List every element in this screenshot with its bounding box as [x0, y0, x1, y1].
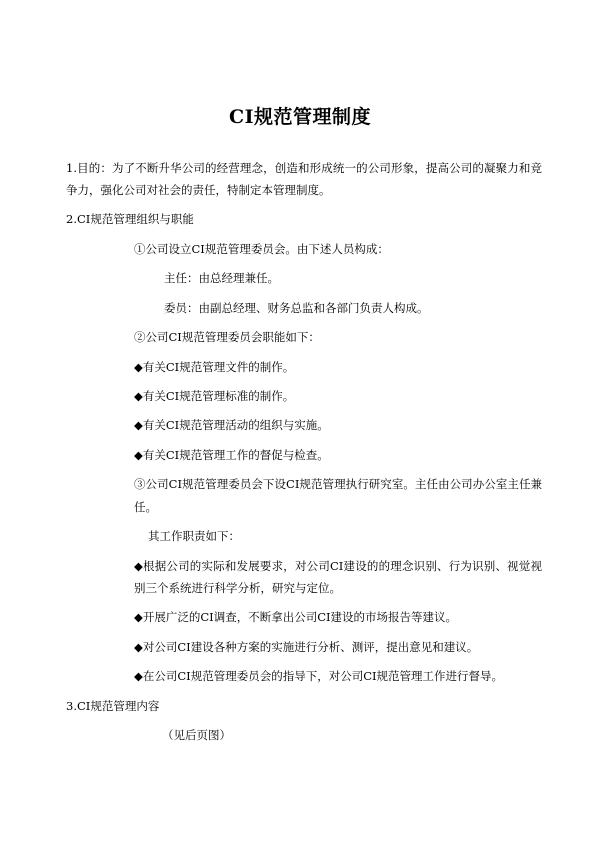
paragraph-item-2: [58, 208, 542, 230]
bullet-text: 对公司CI建设各种方案的实施进行分析、测评，提出意见和建议。: [142, 639, 479, 654]
paragraph-note: （见后页图）: [162, 728, 231, 743]
bullet-text: 有关CI规范管理文件的制作。: [142, 359, 295, 374]
bullet-item-2: [58, 385, 542, 407]
bullet-item-5: [58, 555, 542, 600]
list-marker: 2.: [66, 212, 77, 227]
document-body: [58, 157, 542, 747]
bullet-item-4: [58, 444, 542, 466]
bullet-text: 在公司CI规范管理委员会的指导下，对公司CI规范管理工作进行督导。: [142, 669, 504, 684]
bullet-text: 有关CI规范管理工作的督促与检查。: [142, 447, 329, 462]
paragraph-circled-1: ①公司设立CI规范管理委员会。由下述人员构成：: [134, 241, 389, 256]
list-marker: 1.: [66, 160, 77, 175]
paragraph-circled-3: ③公司CI规范管理委员会下设CI规范管理执行研究室。主任由公司办公室主任兼任。: [134, 477, 542, 514]
bullet-item-1: [58, 356, 542, 378]
paragraph-item-1: [58, 157, 542, 202]
paragraph-role-members: 委员：由副总经理、财务总监和各部门负责人构成。: [164, 300, 429, 315]
bullet-text: 根据公司的实际和发展要求，对公司CI建设的的理念识别、行为识别、视觉视别三个系统进行科学分析，研究与定位。: [134, 558, 542, 595]
bullet-text: 开展广泛的CI调查，不断拿出公司CI建设的市场报告等建议。: [142, 610, 458, 625]
diamond-bullet-icon: ◆: [134, 388, 143, 403]
diamond-bullet-icon: ◆: [134, 558, 143, 573]
diamond-bullet-icon: ◆: [134, 669, 143, 684]
paragraph-item-3: [58, 695, 542, 717]
paragraph-role-chairman: 主任：由总经理兼任。: [164, 271, 279, 286]
bullet-item-6: [58, 606, 542, 628]
diamond-bullet-icon: ◆: [134, 418, 143, 433]
page-title: CI规范管理制度: [228, 106, 371, 128]
paragraph-text: 目的：为了不断升华公司的经营理念，创造和形成统一的公司形象，提高公司的凝聚力和竞争力，强化公司对社会的责任，特制定本管理制度。: [66, 160, 542, 198]
diamond-bullet-icon: ◆: [134, 359, 143, 374]
diamond-bullet-icon: ◆: [134, 610, 143, 625]
bullet-text: 有关CI规范管理标准的制作。: [142, 388, 295, 403]
paragraph-text: CI规范管理内容: [76, 698, 160, 713]
bullet-item-3: [58, 414, 542, 436]
paragraph-duties-intro: 其工作职责如下：: [148, 529, 240, 544]
paragraph-circled-2: ②公司CI规范管理委员会职能如下：: [134, 330, 320, 345]
list-marker: 3.: [66, 698, 77, 713]
diamond-bullet-icon: ◆: [134, 447, 143, 462]
bullet-item-7: [58, 636, 542, 658]
paragraph-text: CI规范管理组织与职能: [76, 212, 194, 227]
diamond-bullet-icon: ◆: [134, 639, 143, 654]
bullet-item-8: [58, 665, 542, 687]
bullet-text: 有关CI规范管理活动的组织与实施。: [142, 418, 329, 433]
